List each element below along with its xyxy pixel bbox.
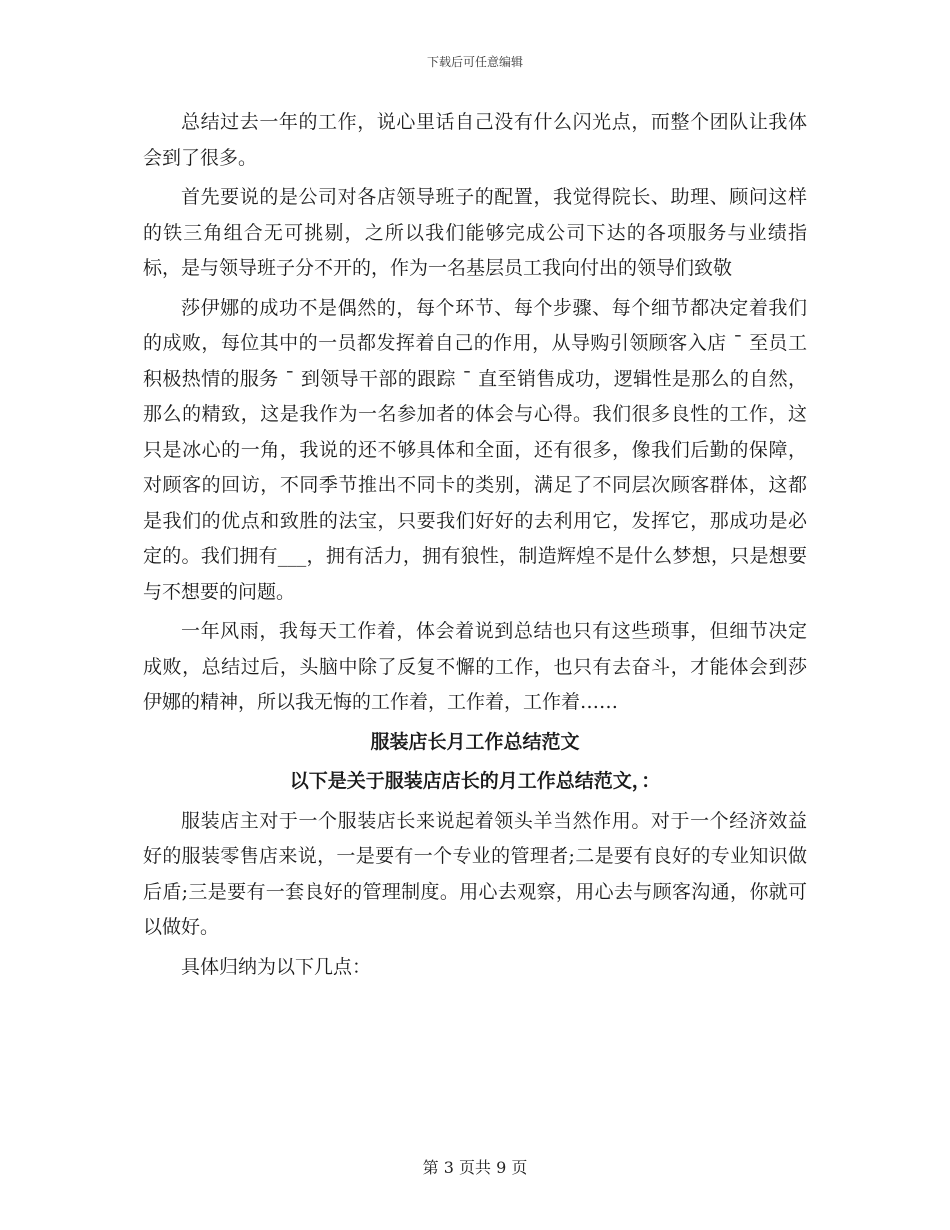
- paragraph: 莎伊娜的成功不是偶然的，每个环节、每个步骤、每个细节都决定着我们的成败，每位其中的一员都发挥着自己的作用，从导购引领顾客入店 ¯ 至员工积极热情的服务 ¯ 到领导干部的跟踪 ¯ 直至销售成功，逻辑性是那么的自然，那么的精致，这是我作为一名参加者的体会与心得。我们很多良性的工作，这只是冰心的一角，我说的还不够具体和全面，还有很多，像我们后勤的保障，对顾客的回访，不同季节推出不同卡的类别，满足了不同层次顾客群体，这都是我们的优点和致胜的法宝，只要我们好好的去利用它，发挥它，那成功是必定的。我们拥有___，拥有活力，拥有狼性，制造辉煌不是什么梦想，只是想要与不想要的问题。: [143, 296, 807, 603]
- paragraph: 首先要说的是公司对各店领导班子的配置，我觉得院长、助理、顾问这样的铁三角组合无可挑剔，之所以我们能够完成公司下达的各项服务与业绩指标，是与领导班子分不开的，作为一名基层员工我向付出的领导们致敬: [143, 186, 807, 279]
- document-body: [143, 105, 807, 989]
- page-header: 下载后可任意编辑: [426, 55, 523, 69]
- section-title: 服装店长月工作总结范文: [370, 730, 580, 753]
- paragraph: 一年风雨，我每天工作着，体会着说到总结也只有这些琐事，但细节决定成败，总结过后，头脑中除了反复不懈的工作，也只有去奋斗，才能体会到莎伊娜的精神，所以我无悔的工作着，工作着，工作着……: [143, 620, 807, 713]
- paragraph: 服装店主对于一个服装店长来说起着领头羊当然作用。对于一个经济效益好的服装零售店来说，一是要有一个专业的管理者;二是要有良好的专业知识做后盾;三是要有一套良好的管理制度。用心去观察，用心去与顾客沟通，你就可以做好。: [143, 809, 807, 938]
- paragraph: 具体归纳为以下几点：: [181, 955, 372, 978]
- paragraph: 总结过去一年的工作，说心里话自己没有什么闪光点，而整个团队让我体会到了很多。: [143, 111, 807, 169]
- section-subtitle: 以下是关于服装店店长的月工作总结范文，：: [289, 770, 661, 792]
- page-number: 第 3 页共 9 页: [422, 1158, 528, 1177]
